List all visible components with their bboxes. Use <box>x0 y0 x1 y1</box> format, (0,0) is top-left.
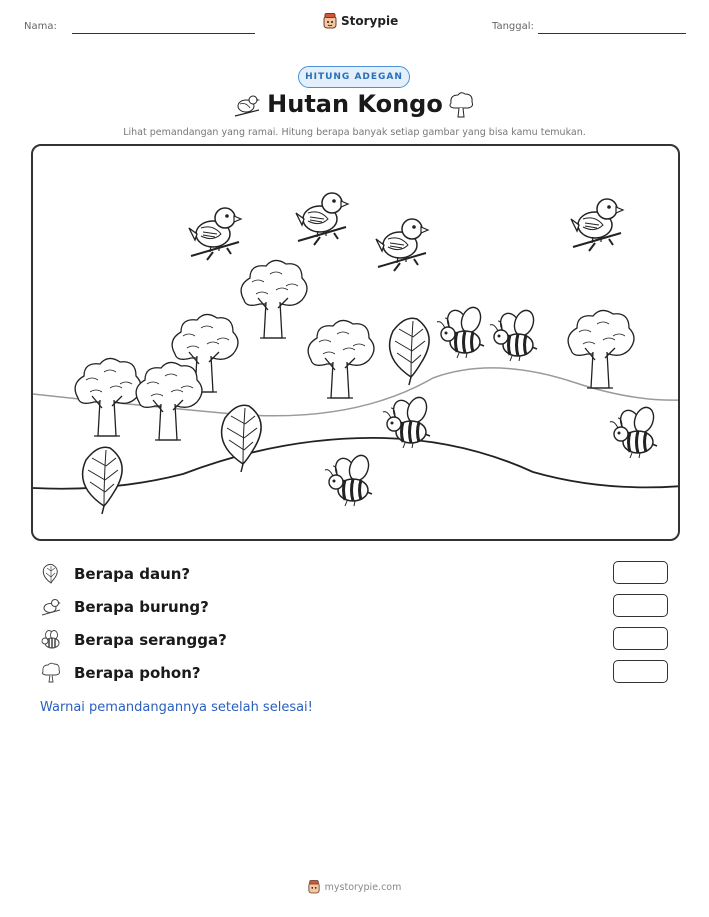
bird <box>376 219 428 271</box>
bird-icon <box>40 596 62 618</box>
tree-icon <box>40 662 62 684</box>
date-label: Tanggal: <box>492 21 534 32</box>
leaf-icon <box>40 563 62 585</box>
date-line[interactable] <box>538 33 686 34</box>
bee <box>383 395 430 448</box>
bee-icon <box>40 629 62 651</box>
brand-name: Storypie <box>341 14 399 28</box>
question-insects <box>40 627 670 653</box>
question-text: Berapa pohon? <box>74 664 201 682</box>
tree <box>136 362 202 440</box>
activity-badge: HITUNG ADEGAN <box>298 66 410 88</box>
question-trees <box>40 660 670 686</box>
brand-logo <box>323 13 398 29</box>
bee <box>325 453 372 506</box>
question-leaves <box>40 561 670 587</box>
question-birds <box>40 594 670 620</box>
name-label: Nama: <box>24 21 57 32</box>
tree <box>308 320 374 398</box>
storypie-mascot-icon <box>323 13 337 29</box>
bee <box>490 308 537 361</box>
tree-icon <box>446 90 476 120</box>
tree <box>241 260 307 338</box>
storypie-mascot-icon <box>308 880 320 894</box>
answer-box-insects[interactable] <box>613 627 668 650</box>
bird <box>189 208 241 260</box>
leaf <box>83 447 123 514</box>
question-text: Berapa daun? <box>74 565 191 583</box>
tree <box>568 310 634 388</box>
coloring-note: Warnai pemandangannya setelah selesai! <box>40 700 313 715</box>
question-text: Berapa serangga? <box>74 631 227 649</box>
name-line[interactable] <box>72 33 255 34</box>
question-text: Berapa burung? <box>74 598 209 616</box>
page-title: Hutan Kongo <box>267 90 443 118</box>
leaf <box>390 318 430 385</box>
bird <box>571 199 623 251</box>
tree <box>75 358 141 436</box>
footer <box>0 880 709 894</box>
answer-box-leaves[interactable] <box>613 561 668 584</box>
forest-scene[interactable] <box>31 144 680 541</box>
answer-box-birds[interactable] <box>613 594 668 617</box>
leaf <box>222 405 262 472</box>
instructions: Lihat pemandangan yang ramai. Hitung berapa banyak setiap gambar yang bisa kamu temukan. <box>123 127 586 138</box>
bird <box>296 193 348 245</box>
footer-url[interactable]: mystorypie.com <box>324 881 402 893</box>
answer-box-trees[interactable] <box>613 660 668 683</box>
bee <box>437 305 484 358</box>
bee <box>610 405 657 458</box>
scene-drawing <box>33 146 680 541</box>
